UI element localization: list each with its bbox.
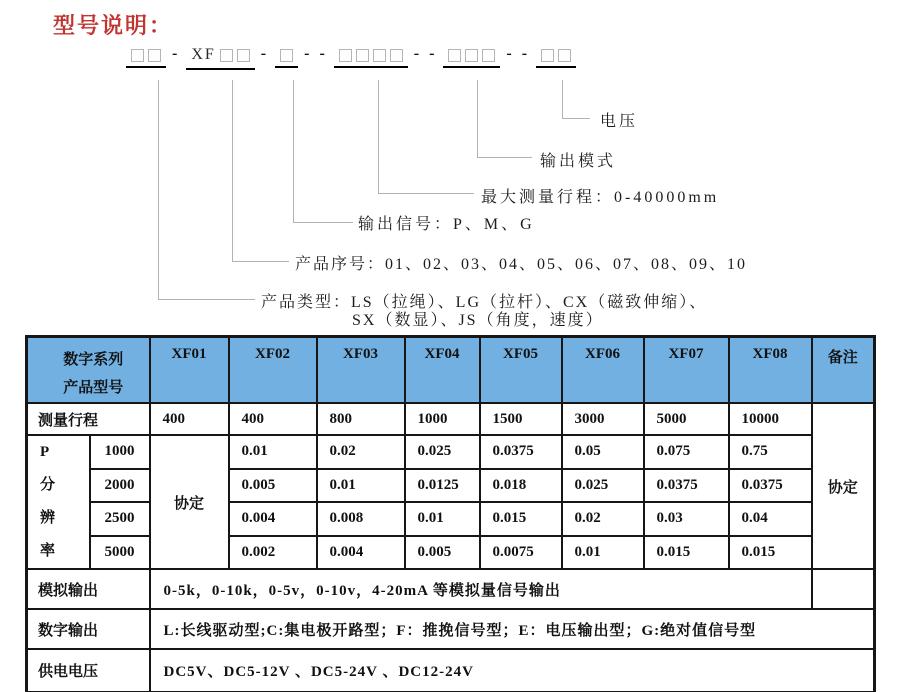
- power-supply-label: 供电电压: [27, 649, 150, 692]
- digital-output-value: L:长线驱动型;C:集电极开路型；F：推挽信号型；E：电压输出型；G:绝对值信号型: [150, 609, 875, 649]
- res-2500-xf03: 0.008: [317, 502, 405, 536]
- rate-2500: 2500: [90, 502, 150, 536]
- res-2500-xf06: 0.02: [562, 502, 644, 536]
- header-xf04: XF04: [405, 337, 480, 404]
- header-xf05: XF05: [480, 337, 562, 404]
- res-5000-xf07: 0.015: [644, 536, 729, 570]
- res-5000-xf06: 0.01: [562, 536, 644, 570]
- blank-box-icon: [390, 49, 403, 62]
- header-xf08: XF08: [729, 337, 812, 404]
- callout-max-travel: 最大测量行程：0-40000mm: [481, 189, 720, 206]
- analog-output-row: [27, 569, 875, 609]
- model-box-group-signal: [275, 47, 298, 68]
- callout-voltage: 电压: [600, 113, 639, 130]
- xf01-agreement-cell: 协定: [150, 435, 229, 569]
- header-series-line2: 产品型号: [63, 380, 124, 396]
- model-box-group-travel: [334, 47, 408, 68]
- travel-row: [27, 403, 875, 435]
- travel-xf03: 800: [317, 403, 405, 435]
- res-2000-xf02: 0.005: [229, 469, 317, 503]
- blank-box-icon: [280, 49, 293, 62]
- analog-remark-cell-empty: [812, 569, 875, 609]
- travel-xf02: 400: [229, 403, 317, 435]
- leader-line: [158, 299, 255, 300]
- rate-1000: 1000: [90, 435, 150, 469]
- res-1000-xf05: 0.0375: [480, 435, 562, 469]
- res-5000-xf04: 0.005: [405, 536, 480, 570]
- travel-label: 测量行程: [27, 403, 150, 435]
- res-2000-xf05: 0.018: [480, 469, 562, 503]
- rate-2000: 2000: [90, 469, 150, 503]
- travel-xf04: 1000: [405, 403, 480, 435]
- leader-line: [293, 80, 294, 222]
- page-title: 型号说明：: [53, 13, 174, 38]
- res-2500-xf05: 0.015: [480, 502, 562, 536]
- blank-box-icon: [220, 49, 233, 62]
- leader-line: [562, 80, 563, 118]
- callout-output-signal: 输出信号：P、M、G: [358, 216, 535, 233]
- model-box-group-output-mode: [443, 47, 500, 68]
- digital-output-label: 数字输出: [27, 609, 150, 649]
- leader-line: [232, 80, 233, 261]
- callout-product-type-line1: 产品类型：LS（拉绳）、LG（拉杆）、CX（磁致伸缩）、: [261, 294, 708, 311]
- xf-prefix: XF: [191, 46, 216, 63]
- digital-output-row: [27, 609, 875, 649]
- blank-box-icon: [339, 49, 352, 62]
- spec-table: [25, 335, 876, 692]
- blank-box-icon: [541, 49, 554, 62]
- header-row: [27, 337, 875, 404]
- rate-5000: 5000: [90, 536, 150, 570]
- header-xf01: XF01: [150, 337, 229, 404]
- leader-line: [378, 193, 474, 194]
- res-2000-xf06: 0.025: [562, 469, 644, 503]
- res-5000-xf05: 0.0075: [480, 536, 562, 570]
- res-2000-xf07: 0.0375: [644, 469, 729, 503]
- blank-box-icon: [131, 49, 144, 62]
- res-2500-xf02: 0.004: [229, 502, 317, 536]
- leader-line: [293, 222, 353, 223]
- res-1000-xf02: 0.01: [229, 435, 317, 469]
- leader-line: [378, 80, 379, 193]
- blank-box-icon: [148, 49, 161, 62]
- res-5000-xf08: 0.015: [729, 536, 812, 570]
- format-dash: - -: [304, 45, 328, 62]
- leader-line: [477, 157, 532, 158]
- travel-xf06: 3000: [562, 403, 644, 435]
- header-series-line1: 数字系列: [63, 352, 124, 368]
- res-1000-xf07: 0.075: [644, 435, 729, 469]
- res-1000-xf03: 0.02: [317, 435, 405, 469]
- model-box-group-serial: [186, 44, 254, 70]
- blank-box-icon: [448, 49, 461, 62]
- res-5000-xf02: 0.002: [229, 536, 317, 570]
- header-xf02: XF02: [229, 337, 317, 404]
- model-box-group-type: [126, 47, 166, 68]
- res-2000-xf04: 0.0125: [405, 469, 480, 503]
- res-2500-xf08: 0.04: [729, 502, 812, 536]
- travel-xf08: 10000: [729, 403, 812, 435]
- blank-box-icon: [558, 49, 571, 62]
- callout-product-type-line2: SX（数显）、JS（角度，速度）: [352, 312, 604, 329]
- travel-xf07: 5000: [644, 403, 729, 435]
- blank-box-icon: [465, 49, 478, 62]
- resolution-label: P 分 辨 率: [27, 435, 90, 569]
- header-series-cell: [27, 337, 150, 404]
- res-2500-xf07: 0.03: [644, 502, 729, 536]
- leader-line: [158, 80, 159, 300]
- res-5000-xf03: 0.004: [317, 536, 405, 570]
- header-xf07: XF07: [644, 337, 729, 404]
- res-1000-xf08: 0.75: [729, 435, 812, 469]
- model-box-group-voltage: [536, 47, 576, 68]
- callout-serial: 产品序号：01、02、03、04、05、06、07、08、09、10: [295, 256, 748, 273]
- res-2500-xf04: 0.01: [405, 502, 480, 536]
- travel-xf01: 400: [150, 403, 229, 435]
- header-xf06: XF06: [562, 337, 644, 404]
- model-format-line: [126, 44, 576, 70]
- leader-line: [477, 80, 478, 157]
- header-xf03: XF03: [317, 337, 405, 404]
- remark-agreement-cell: 协定: [812, 403, 875, 569]
- format-dash: -: [172, 45, 181, 62]
- res-2000-xf03: 0.01: [317, 469, 405, 503]
- travel-xf05: 1500: [480, 403, 562, 435]
- header-remark: 备注: [812, 337, 875, 404]
- analog-output-label: 模拟输出: [27, 569, 150, 609]
- blank-box-icon: [373, 49, 386, 62]
- blank-box-icon: [356, 49, 369, 62]
- res-2000-xf08: 0.0375: [729, 469, 812, 503]
- res-1000-xf04: 0.025: [405, 435, 480, 469]
- format-dash: - -: [413, 45, 438, 62]
- analog-output-value: 0-5k，0-10k，0-5v，0-10v，4-20mA 等模拟量信号输出: [150, 569, 812, 609]
- format-dash: -: [260, 45, 270, 62]
- blank-box-icon: [237, 49, 250, 62]
- power-supply-value: DC5V、DC5-12V 、DC5-24V 、DC12-24V: [150, 649, 875, 692]
- leader-line: [562, 118, 590, 119]
- blank-box-icon: [482, 49, 495, 62]
- resolution-row-1000: [27, 435, 875, 469]
- callout-output-mode: 输出模式: [540, 153, 617, 170]
- power-supply-row: [27, 649, 875, 692]
- res-1000-xf06: 0.05: [562, 435, 644, 469]
- format-dash: - -: [506, 45, 531, 62]
- leader-line: [232, 261, 289, 262]
